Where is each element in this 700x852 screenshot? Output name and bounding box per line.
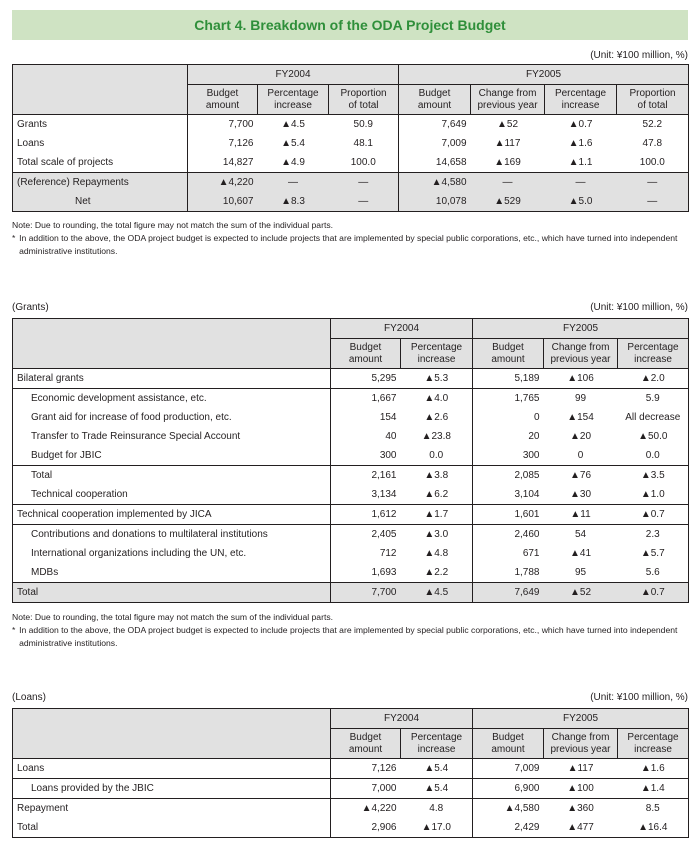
- header-budget-amount: [331, 729, 401, 759]
- table-cell-value: ▲4,580: [431, 177, 467, 188]
- summary-table: [12, 64, 689, 212]
- text: Budget: [349, 341, 382, 353]
- text: Note: Due to rounding, the total figure may not match the sum of the individual parts.: [12, 220, 334, 230]
- table-cell-value: 300: [522, 450, 540, 461]
- text: of total: [637, 99, 668, 111]
- table-cell-value: ▲0.7: [618, 505, 689, 525]
- text: Budget: [349, 731, 382, 743]
- table-cell-value: ▲5.4: [401, 779, 473, 799]
- text: increase: [561, 99, 600, 111]
- table-cell-label: Net: [13, 192, 188, 212]
- table-row: [13, 583, 689, 603]
- unit-label-grants: (Unit: ¥100 million, %): [590, 302, 688, 313]
- table-cell-value: ▲4,220: [218, 177, 254, 188]
- text: of total: [348, 99, 379, 111]
- loans-table: [12, 708, 689, 838]
- table-cell-value: ▲4.0: [401, 389, 473, 409]
- table-cell-value: 671: [522, 548, 540, 559]
- table-cell-value: —: [288, 177, 298, 188]
- table-cell-label: Total: [13, 818, 331, 838]
- table-cell-value: 2,161: [331, 466, 401, 486]
- table-cell-label: Transfer to Trade Reinsurance Special Account: [13, 427, 331, 446]
- table-cell-value: ▲5.3: [401, 369, 473, 389]
- text: amount: [205, 99, 240, 111]
- text: increase: [274, 99, 312, 111]
- header-change-from-previous-year: [471, 85, 545, 115]
- table-cell-value: 2,429: [473, 818, 544, 838]
- table-cell-value: ▲50.0: [618, 427, 689, 446]
- table-cell-label: Loans provided by the JBIC: [13, 779, 331, 799]
- table-cell-value: 0.0: [618, 446, 689, 466]
- table-cell-label: Total: [13, 466, 331, 486]
- header-percentage-increase: [618, 339, 689, 369]
- table-cell-value: ▲2.2: [401, 563, 473, 583]
- table-cell-value: 3,134: [371, 489, 397, 500]
- text: amount: [491, 743, 525, 755]
- table-cell-value: 0: [533, 412, 540, 423]
- text: increase: [634, 353, 672, 365]
- table-cell-value: ▲477: [544, 818, 618, 838]
- table-cell-value: 6,900: [473, 779, 544, 799]
- table-cell-value: 0: [577, 450, 584, 461]
- table-cell-value: 14,658: [399, 153, 471, 173]
- table-cell-value: ▲8.3: [258, 192, 329, 212]
- table-cell-value: ▲2.0: [618, 369, 689, 389]
- table-cell-value: 100.0: [329, 153, 399, 173]
- table-cell-value: ▲30: [569, 489, 592, 500]
- text: previous year: [477, 99, 538, 111]
- table-cell-value: 20: [528, 431, 540, 442]
- text: In addition to the above, the ODA project budget is expected to include projects that are implemented by special public corporations, etc., which have turned into independent administrative institutions.: [19, 625, 678, 648]
- text: Budget: [492, 731, 524, 743]
- table-cell-value: ▲52: [544, 583, 618, 603]
- header-fy2004: FY2004: [188, 65, 399, 85]
- table-cell-value: 50.9: [329, 115, 399, 135]
- header-blank: [13, 709, 331, 759]
- text: In addition to the above, the ODA project budget is expected to include projects that are implemented by special public corporations, etc., which have turned into independent administrative institutions.: [19, 233, 678, 256]
- table-cell-value: ▲3.8: [401, 466, 473, 486]
- table-cell-value: 10,607: [188, 192, 258, 212]
- text: *: [12, 625, 16, 635]
- table-cell-value: ▲4,220: [331, 799, 401, 819]
- table-row: [13, 563, 689, 583]
- grants-label: (Grants): [12, 302, 49, 313]
- table-row: [13, 779, 689, 799]
- header-proportion-of-total: [329, 85, 399, 115]
- unit-label-loans: (Unit: ¥100 million, %): [590, 692, 688, 703]
- table-row: [13, 192, 689, 212]
- header-budget-amount: [331, 339, 401, 369]
- table-cell-label: Technical cooperation: [13, 485, 331, 505]
- table-cell-value: ▲1.1: [545, 153, 617, 173]
- grants-table: [12, 318, 689, 603]
- table-cell-value: —: [502, 177, 513, 188]
- table-cell-value: ▲1.6: [568, 138, 593, 149]
- table-cell-value: 1,612: [331, 505, 401, 525]
- header-percentage-increase: [401, 729, 473, 759]
- table-cell-value: 7,649: [399, 115, 471, 135]
- table-cell-value: 14,827: [188, 153, 258, 173]
- table-cell-value: ▲1.7: [401, 505, 473, 525]
- table-cell-value: ▲0.7: [618, 583, 689, 603]
- header-proportion-of-total: [617, 85, 689, 115]
- text: *: [12, 233, 16, 243]
- table-cell-value: ▲16.4: [618, 818, 689, 838]
- table-cell-value: 5.9: [618, 389, 689, 409]
- text: increase: [417, 743, 456, 755]
- table-cell-value: 7,700: [188, 115, 258, 135]
- text: amount: [417, 99, 452, 111]
- header-blank: [13, 65, 188, 115]
- table-cell-value: 5,295: [331, 369, 401, 389]
- table-cell-value: —: [617, 192, 689, 212]
- table-cell-label: (Reference) Repayments: [13, 173, 188, 193]
- table-cell-value: 4.8: [401, 799, 473, 819]
- text: Note: Due to rounding, the total figure may not match the sum of the individual parts.: [12, 612, 334, 622]
- table-cell-label: Grants: [13, 115, 188, 135]
- table-cell-value: ▲4.8: [401, 544, 473, 563]
- table-cell-value: ▲4.5: [401, 583, 473, 603]
- header-budget-amount: [399, 85, 471, 115]
- table-cell-value: ▲0.7: [545, 115, 617, 135]
- loans-label: (Loans): [12, 692, 46, 703]
- table-cell-value: 2,085: [473, 466, 544, 486]
- header-fy2005: FY2005: [399, 65, 689, 85]
- table-cell-value: 95: [574, 567, 587, 578]
- table-cell-label: Loans: [13, 759, 331, 779]
- table-cell-value: 99: [544, 389, 618, 409]
- table-cell-label: Grant aid for increase of food production, etc.: [13, 408, 331, 427]
- table-cell-value: 2,906: [331, 818, 401, 838]
- table-cell-value: ▲17.0: [401, 818, 473, 838]
- table-cell-value: ▲106: [544, 369, 618, 389]
- table-row: [13, 759, 689, 779]
- chart-title: Chart 4. Breakdown of the ODA Project Budget: [194, 17, 506, 33]
- text: Budget: [418, 87, 451, 99]
- header-fy2004: FY2004: [331, 709, 473, 729]
- header-budget-amount: [473, 339, 544, 369]
- header-percentage-increase: [258, 85, 329, 115]
- table-row: [13, 466, 689, 486]
- table-cell-value: ▲117: [494, 138, 521, 149]
- table-cell-value: ▲76: [544, 466, 618, 486]
- table-cell-value: —: [617, 173, 689, 193]
- chart-title-bar: [12, 10, 688, 40]
- table-cell-value: 8.5: [618, 799, 689, 819]
- text: Budget: [492, 341, 524, 353]
- table-cell-value: ▲2.6: [401, 408, 473, 427]
- table-cell-value: 1,601: [473, 505, 544, 525]
- table-row: [13, 485, 689, 505]
- text: amount: [491, 353, 525, 365]
- table-row: [13, 818, 689, 838]
- unit-label-summary: (Unit: ¥100 million, %): [590, 50, 688, 61]
- table-cell-value: 3,104: [514, 489, 540, 500]
- table-cell-value: 1,693: [371, 567, 397, 578]
- text: Proportion: [340, 87, 387, 99]
- table-cell-label: Budget for JBIC: [13, 446, 331, 466]
- text: increase: [634, 743, 672, 755]
- text: Percentage: [627, 731, 679, 743]
- table-cell-value: —: [329, 173, 399, 193]
- table-cell-value: —: [575, 177, 586, 188]
- table-header-row: [13, 709, 689, 729]
- text: previous year: [550, 353, 611, 365]
- table-cell-value: 7,126: [331, 759, 401, 779]
- table-cell-value: ▲41: [569, 548, 592, 559]
- table-cell-label: Bilateral grants: [13, 369, 331, 389]
- table-cell-value: 52.2: [617, 115, 689, 135]
- header-fy2005: FY2005: [473, 709, 689, 729]
- table-cell-value: 7,009: [441, 138, 467, 149]
- note-block-2: [12, 611, 692, 650]
- table-cell-value: 1,667: [331, 389, 401, 409]
- table-cell-value: 40: [385, 431, 397, 442]
- table-cell-value: 5,189: [473, 369, 544, 389]
- text: Percentage: [554, 87, 607, 99]
- note-block-1: [12, 219, 692, 258]
- table-cell-value: 100.0: [617, 153, 689, 173]
- table-cell-value: 7,649: [473, 583, 544, 603]
- table-cell-value: ▲360: [544, 799, 618, 819]
- header-budget-amount: [188, 85, 258, 115]
- table-cell-value: ▲3.0: [401, 525, 473, 545]
- table-cell-value: 0.0: [401, 446, 473, 466]
- table-cell-value: —: [329, 192, 399, 212]
- table-cell-value: 48.1: [329, 134, 399, 153]
- table-cell-label: Repayment: [13, 799, 331, 819]
- header-change-from-previous-year: [544, 339, 618, 369]
- table-cell-value: 2.3: [618, 525, 689, 545]
- table-cell-value: 5.6: [618, 563, 689, 583]
- header-percentage-increase: [545, 85, 617, 115]
- table-cell-value: ▲1.4: [618, 779, 689, 799]
- text: Change from: [551, 731, 610, 743]
- table-row: [13, 525, 689, 545]
- table-cell-value: 1,788: [514, 567, 540, 578]
- table-row: [13, 173, 689, 193]
- text: amount: [348, 743, 383, 755]
- table-header-row: [13, 65, 689, 85]
- table-cell-label: International organizations including the UN, etc.: [13, 544, 331, 563]
- table-cell-label: Loans: [13, 134, 188, 153]
- table-row: [13, 369, 689, 389]
- header-blank: [13, 319, 331, 369]
- table-row: [13, 115, 689, 135]
- table-row: [13, 505, 689, 525]
- table-cell-value: ▲20: [569, 431, 592, 442]
- table-cell-value: 7,126: [228, 138, 254, 149]
- table-row: [13, 544, 689, 563]
- table-cell-value: ▲5.4: [281, 138, 305, 149]
- table-cell-value: ▲100: [544, 779, 618, 799]
- table-cell-value: ▲4.9: [258, 153, 329, 173]
- text: Change from: [551, 341, 610, 353]
- table-cell-value: All decrease: [618, 408, 689, 427]
- table-cell-value: ▲4,580: [473, 799, 544, 819]
- table-cell-value: 2,405: [331, 525, 401, 545]
- text: Budget: [206, 87, 239, 99]
- table-cell-value: 47.8: [617, 134, 689, 153]
- table-cell-value: ▲5.0: [545, 192, 617, 212]
- table-cell-value: ▲52: [471, 115, 545, 135]
- table-cell-value: 2,460: [473, 525, 544, 545]
- table-cell-value: 54: [544, 525, 618, 545]
- text: previous year: [550, 743, 611, 755]
- table-cell-label: Economic development assistance, etc.: [13, 389, 331, 409]
- table-cell-value: 7,000: [331, 779, 401, 799]
- table-header-row: [13, 319, 689, 339]
- container: [12, 232, 692, 258]
- text: Percentage: [410, 341, 463, 353]
- text: amount: [348, 353, 383, 365]
- table-row: [13, 153, 689, 173]
- table-cell-value: ▲11: [544, 505, 618, 525]
- table-row: [13, 134, 689, 153]
- text: Change from: [478, 87, 537, 99]
- table-cell-value: ▲23.8: [401, 427, 473, 446]
- table-cell-value: 712: [379, 548, 397, 559]
- text: Percentage: [410, 731, 463, 743]
- table-cell-label: Total scale of projects: [13, 153, 188, 173]
- table-cell-value: ▲5.4: [401, 759, 473, 779]
- table-cell-value: ▲169: [471, 153, 545, 173]
- table-row: [13, 446, 689, 466]
- table-cell-value: ▲1.6: [618, 759, 689, 779]
- header-percentage-increase: [401, 339, 473, 369]
- table-cell-value: ▲4.5: [258, 115, 329, 135]
- header-fy2005: FY2005: [473, 319, 689, 339]
- table-row: [13, 427, 689, 446]
- table-cell-label: Contributions and donations to multilateral institutions: [13, 525, 331, 545]
- header-fy2004: FY2004: [331, 319, 473, 339]
- text: Proportion: [629, 87, 676, 99]
- table-cell-value: ▲5.7: [618, 544, 689, 563]
- table-cell-value: 7,009: [473, 759, 544, 779]
- table-cell-value: 300: [379, 450, 397, 461]
- table-cell-value: 154: [379, 412, 397, 423]
- table-cell-value: ▲1.0: [618, 485, 689, 505]
- table-cell-label: Technical cooperation implemented by JICA: [13, 505, 331, 525]
- table-cell-value: ▲6.2: [401, 485, 473, 505]
- header-percentage-increase: [618, 729, 689, 759]
- table-cell-value: 1,765: [473, 389, 544, 409]
- text: increase: [417, 353, 456, 365]
- table-cell-value: 10,078: [399, 192, 471, 212]
- text: Percentage: [627, 341, 679, 353]
- table-cell-label: MDBs: [13, 563, 331, 583]
- table-cell-value: ▲154: [567, 412, 594, 423]
- table-cell-value: ▲3.5: [618, 466, 689, 486]
- header-budget-amount: [473, 729, 544, 759]
- table-row: [13, 408, 689, 427]
- table-cell-label: Total: [13, 583, 331, 603]
- text: Percentage: [267, 87, 319, 99]
- table-cell-value: ▲117: [544, 759, 618, 779]
- header-change-from-previous-year: [544, 729, 618, 759]
- table-cell-value: 7,700: [331, 583, 401, 603]
- table-row: [13, 389, 689, 409]
- table-row: [13, 799, 689, 819]
- table-cell-value: ▲529: [471, 192, 545, 212]
- container: [12, 624, 692, 650]
